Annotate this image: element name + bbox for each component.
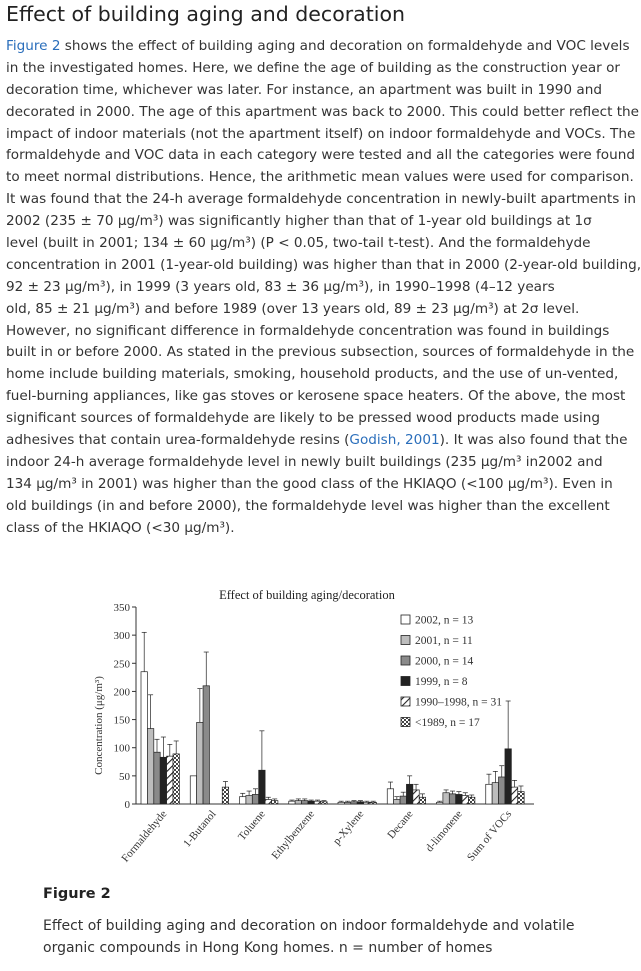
x-tick-label: Formaldehyde [119,808,170,865]
figure-label: Figure 2 [43,886,111,902]
bar [147,729,153,804]
paragraph-line: fuel-burning appliances, like gas stoves or kerosene space heaters. Of the above, the most [6,388,626,405]
bar [469,797,475,804]
bar [203,686,209,804]
paragraph-line: decorated in 2000. The age of this apartment was back to 2000. This could better reflect the [6,103,640,120]
bar [338,802,344,804]
paragraph-line: Figure 2 shows the effect of building aging and decoration on formaldehyde and VOC levels [6,38,630,54]
paragraph-line: formaldehyde and VOC data in each category were tested and all the categories were found [6,147,635,164]
caption-line: Effect of building aging and decoration on indoor formaldehyde and volatile [43,918,575,934]
bar [141,672,147,804]
y-tick-label: 300 [113,630,130,643]
bar [492,783,498,804]
y-tick-label: 350 [113,602,130,614]
bar [499,777,505,804]
figure-2-link[interactable]: Figure 2 [6,38,61,54]
figure-2-chart [93,577,536,877]
paragraph-line: old buildings (in and before 2000), the formaldehyde level was higher than the excellent [6,497,610,514]
y-axis-label: Concentration (μg/m³) [93,676,105,775]
y-tick-label: 200 [113,686,130,699]
bar [394,799,400,804]
x-tick-label: Ethylbenzene [269,808,318,862]
chart-svg [93,577,536,877]
bar [370,802,376,804]
bar [308,801,314,804]
legend-swatch [401,636,410,645]
legend-entry: <1989, n = 17 [415,717,480,729]
paragraph-line: concentration in 2001 (1-year-old building) was higher than that in 2000 (2-year-old building, [6,256,641,273]
chart-title: Effect of building aging/decoration [219,588,395,602]
bar [486,784,492,804]
figure-caption [43,915,633,959]
bar [240,797,246,804]
x-tick-label: 1-Butanol [181,808,219,850]
y-tick-label: 50 [119,770,130,783]
legend-swatch [401,718,410,727]
bar [518,792,524,804]
bar [173,754,179,804]
bar [400,796,406,804]
section-heading: Effect of building aging and decoration [6,2,405,26]
paragraph-line: class of the HKIAQO (<30 μg/m³). [6,519,235,536]
body-paragraph [6,36,641,539]
bar [456,794,462,804]
paragraph-line: 92 ± 23 μg/m³), in 1999 (3 years old, 83 ± 36 μg/m³), in 1990–1998 (4–12 years [6,278,555,295]
paragraph-line: However, no significant difference in formaldehyde concentration was found in buildings [6,322,610,339]
x-tick-label: p-Xylene [330,808,367,848]
y-tick-label: 250 [113,658,130,671]
bar [357,802,363,804]
legend-entry: 1990–1998, n = 31 [415,696,502,709]
legend-swatch [401,677,410,686]
paragraph-line: significant sources of formaldehyde are likely to be pressed wood products made using [6,410,601,427]
legend-swatch [401,697,410,706]
bar [272,801,278,804]
bar [289,801,295,804]
paragraph-line: indoor 24-h average formaldehyde level in newly built buildings (235 μg/m³ in2002 and [6,453,603,470]
bar [222,787,228,804]
citation-link[interactable]: Godish, 2001 [349,432,440,449]
bar [167,756,173,804]
bar [302,801,308,804]
paragraph-line: 134 μg/m³ in 2001) was higher than the good class of the HKIAQO (<100 μg/m³). Even in [6,475,613,492]
bar [259,770,265,804]
x-tick-label: d-limonene [423,808,465,855]
y-tick-label: 0 [124,799,130,811]
bar [321,802,327,804]
bar [197,722,203,804]
paragraph-line: It was found that the 24-h average formaldehyde concentration in newly-built apartments in [6,191,636,208]
paragraph-line: 2002 (235 ± 70 μg/m³) was significantly higher than that of 1-year old buildings at 1σ [6,213,592,230]
x-tick-label: Sum of VOCs [464,808,515,864]
bar [154,752,160,804]
paragraph-line: level (built in 2001; 134 ± 60 μg/m³) (P < 0.05, two-tail t-test). And the formaldehyde [6,235,591,252]
bar [413,790,419,804]
bar [295,801,301,804]
bar [364,802,370,804]
legend-entry: 2002, n = 13 [415,614,474,627]
bar [351,802,357,804]
y-tick-label: 100 [113,742,130,755]
paragraph-line: to meet normal distributions. Hence, the arithmetic mean values were used for comparison. [6,169,634,186]
caption-line: organic compounds in Hong Kong homes. n = number of homes [43,940,493,956]
paragraph-line: impact of indoor materials (not the apartment itself) on indoor formaldehyde and VOCs. The [6,125,636,142]
paragraph-line: adhesives that contain urea-formaldehyde resins (Godish, 2001). It was also found that the [6,432,628,449]
bar [419,797,425,804]
bar [314,801,320,804]
bar [190,776,196,804]
bar [252,794,258,804]
legend-swatch [401,615,410,624]
paragraph-line: built in or before 2000. As stated in the previous subsection, sources of formaldehyde in the [6,344,635,361]
paragraph-line: home include building materials, smoking, household products, and the use of un-vented, [6,366,619,383]
bar [344,802,350,804]
legend-entry: 2000, n = 14 [415,655,474,668]
bar [443,793,449,804]
x-tick-label: Toluene [236,808,268,843]
bar [387,789,393,804]
bar [437,802,443,804]
y-tick-label: 150 [113,714,130,727]
legend-entry: 1999, n = 8 [415,676,468,688]
bar [449,794,455,804]
bar [406,784,412,804]
bar [462,796,468,804]
x-tick-label: Decane [385,808,416,842]
bar [265,799,271,804]
bar [505,749,511,804]
bar [511,787,517,804]
paragraph-line: in the investigated homes. Here, we define the age of building as the construction year or [6,59,620,76]
bar [246,796,252,804]
legend-swatch [401,656,410,665]
legend-entry: 2001, n = 11 [415,635,473,647]
bar [160,757,166,804]
paragraph-line: decoration time, whichever was later. For instance, an apartment was built in 1990 and [6,81,602,98]
paragraph-line: old, 85 ± 21 μg/m³) and before 1989 (over 13 years old, 89 ± 23 μg/m³) at 2σ level. [6,300,580,317]
